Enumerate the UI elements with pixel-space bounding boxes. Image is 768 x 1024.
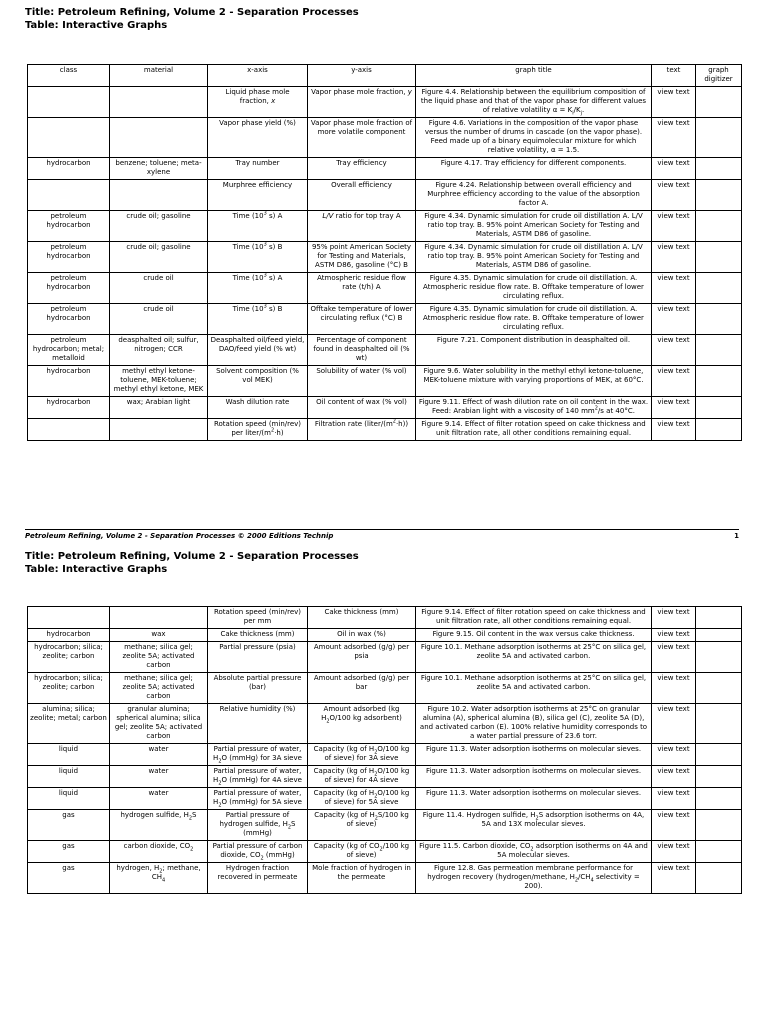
cell-graph-title: Figure 9.15. Oil content in the wax versus cake thickness. (416, 629, 652, 642)
cell-x-axis: Murphree efficiency (208, 180, 308, 211)
cell-text[interactable]: view text (652, 629, 696, 642)
header-text: text (652, 65, 696, 87)
cell-graph-digitizer (696, 87, 742, 118)
cell-y-axis: Percentage of component found in deasphalted oil (% wt) (308, 335, 416, 366)
cell-text[interactable]: view text (652, 87, 696, 118)
table-row (28, 642, 742, 673)
cell-text[interactable]: view text (652, 158, 696, 180)
table-body (28, 87, 742, 441)
cell-x-axis: Partial pressure of water, $H_2O$ (mmHg) for 4A sieve (208, 766, 308, 788)
page-footer (25, 529, 739, 541)
table-row (28, 87, 742, 118)
graphs-table-page2 (27, 606, 742, 894)
cell-material (110, 419, 208, 441)
cell-y-axis: Oil in wax (%) (308, 629, 416, 642)
cell-class (28, 419, 110, 441)
header-x-axis: x-axis (208, 65, 308, 87)
cell-graph-title: Figure 11.5. Carbon dioxide, $CO_2$ adsorption isotherms on 4A and 5A molecular sieves. (416, 841, 652, 863)
cell-text[interactable]: view text (652, 273, 696, 304)
cell-graph-title: Figure 9.6. Water solubility in the methyl ethyl ketone-toluene, MEK-toluene mixture with varying proportions of MEK, at 60°C. (416, 366, 652, 397)
cell-y-axis: Vapor phase mole fraction of more volatile component (308, 118, 416, 158)
cell-text[interactable]: view text (652, 397, 696, 419)
cell-material: water (110, 744, 208, 766)
cell-material: crude oil; gasoline (110, 211, 208, 242)
cell-text[interactable]: view text (652, 788, 696, 810)
table-row (28, 118, 742, 158)
cell-graph-title: Figure 9.14. Effect of filter rotation speed on cake thickness and unit filtration rate, all other conditions remaining equal. (416, 419, 652, 441)
cell-x-axis: Time ($10^3$ s) A (208, 273, 308, 304)
cell-material (110, 180, 208, 211)
cell-text[interactable]: view text (652, 863, 696, 894)
cell-graph-digitizer (696, 810, 742, 841)
cell-graph-digitizer (696, 211, 742, 242)
cell-graph-digitizer (696, 118, 742, 158)
cell-class (28, 87, 110, 118)
cell-y-axis: Amount adsorbed (g/g) per bar (308, 673, 416, 704)
cell-graph-digitizer (696, 242, 742, 273)
cell-text[interactable]: view text (652, 180, 696, 211)
table-row (28, 180, 742, 211)
cell-class: petroleum hydrocarbon (28, 211, 110, 242)
cell-graph-digitizer (696, 863, 742, 894)
cell-y-axis: Amount adsorbed (g/g) per psia (308, 642, 416, 673)
cell-material: methane; silica gel; zeolite 5A; activated carbon (110, 673, 208, 704)
cell-y-axis: Amount adsorbed (kg $H_2O/100$ kg adsorbent) (308, 704, 416, 744)
cell-graph-digitizer (696, 180, 742, 211)
cell-x-axis: Partial pressure of water, $H_2O$ (mmHg) for 5A sieve (208, 788, 308, 810)
cell-graph-digitizer (696, 788, 742, 810)
header-graph-title: graph title (416, 65, 652, 87)
cell-x-axis: Rotation speed (min/rev) per mm (208, 607, 308, 629)
cell-x-axis: Hydrogen fraction recovered in permeate (208, 863, 308, 894)
cell-text[interactable]: view text (652, 704, 696, 744)
cell-class: hydrocarbon (28, 158, 110, 180)
cell-class: hydrocarbon (28, 629, 110, 642)
cell-class: petroleum hydrocarbon (28, 304, 110, 335)
doc-title: Title: Petroleum Refining, Volume 2 - Separation Processes (25, 551, 359, 562)
table-row (28, 704, 742, 744)
table-row (28, 629, 742, 642)
table-row (28, 304, 742, 335)
cell-class: gas (28, 841, 110, 863)
cell-text[interactable]: view text (652, 841, 696, 863)
cell-graph-digitizer (696, 607, 742, 629)
cell-material: granular alumina; spherical alumina; silica gel; zeolite 5A; activated carbon (110, 704, 208, 744)
cell-text[interactable]: view text (652, 242, 696, 273)
cell-y-axis: Solubility of water (% vol) (308, 366, 416, 397)
cell-graph-digitizer (696, 766, 742, 788)
cell-material: hydrogen, $H_2$; methane, $CH_4$ (110, 863, 208, 894)
table-body (28, 607, 742, 894)
page-2 (0, 546, 768, 1024)
doc-header (25, 550, 359, 576)
cell-graph-digitizer (696, 841, 742, 863)
table-row (28, 211, 742, 242)
cell-graph-title: Figure 4.24. Relationship between overall efficiency and Murphree efficiency according to the value of the absorption factor A. (416, 180, 652, 211)
cell-x-axis: Deasphalted oil/feed yield, DAO/feed yield (% wt) (208, 335, 308, 366)
cell-material (110, 87, 208, 118)
doc-table-name: Table: Interactive Graphs (25, 564, 168, 575)
cell-y-axis: Oil content of wax (% vol) (308, 397, 416, 419)
cell-graph-digitizer (696, 397, 742, 419)
table-row (28, 158, 742, 180)
cell-material (110, 607, 208, 629)
table-row (28, 366, 742, 397)
cell-y-axis: Capacity (kg of $H_2O/100$ kg of sieve) for 3A sieve (308, 744, 416, 766)
cell-material: crude oil; gasoline (110, 242, 208, 273)
cell-x-axis: Tray number (208, 158, 308, 180)
table-row (28, 242, 742, 273)
cell-material: wax; Arabian light (110, 397, 208, 419)
cell-graph-digitizer (696, 642, 742, 673)
cell-text[interactable]: view text (652, 642, 696, 673)
cell-graph-title: Figure 4.35. Dynamic simulation for crude oil distillation. A. Atmospheric residue flow rate. B. Offtake temperature of lower circulating reflux. (416, 304, 652, 335)
table-row (28, 397, 742, 419)
cell-material: methyl ethyl ketone-toluene, MEK-toluene; methyl ethyl ketone, MEK (110, 366, 208, 397)
cell-x-axis: Time ($10^3$ s) B (208, 304, 308, 335)
cell-graph-title: Figure 10.2. Water adsorption isotherms at 25°C on granular alumina (A), spherical alumina (B), silica gel (C), zeolite 5A (D), and activated carbon (E). 100% relative humidity corresponds to a water partial pressure of 23.6 torr. (416, 704, 652, 744)
cell-y-axis: Capacity (kg of $H_2O/100$ kg of sieve) for 5A sieve (308, 788, 416, 810)
cell-graph-title: Figure 11.3. Water adsorption isotherms on molecular sieves. (416, 788, 652, 810)
cell-text[interactable]: view text (652, 366, 696, 397)
cell-x-axis: Partial pressure of water, $H_2O$ (mmHg) for 3A sieve (208, 744, 308, 766)
cell-graph-title: Figure 4.34. Dynamic simulation for crude oil distillation A. L/V ratio top tray. B. 95% point American Society for Testing and Materials, ASTM D86 of gasoline. (416, 211, 652, 242)
doc-table-name: Table: Interactive Graphs (25, 20, 168, 31)
table-row (28, 419, 742, 441)
cell-y-axis: Cake thickness (mm) (308, 607, 416, 629)
cell-material: hydrogen sulfide, $H_2S$ (110, 810, 208, 841)
page-number: 1 (734, 532, 739, 540)
cell-y-axis: Mole fraction of hydrogen in the permeate (308, 863, 416, 894)
cell-graph-digitizer (696, 704, 742, 744)
cell-x-axis: Cake thickness (mm) (208, 629, 308, 642)
cell-graph-digitizer (696, 304, 742, 335)
cell-text[interactable]: view text (652, 766, 696, 788)
cell-x-axis: Time ($10^3$ s) B (208, 242, 308, 273)
cell-y-axis: L/V ratio for top tray A (308, 211, 416, 242)
table-row (28, 744, 742, 766)
table-row (28, 788, 742, 810)
cell-class: alumina; silica; zeolite; metal; carbon (28, 704, 110, 744)
cell-text[interactable]: view text (652, 810, 696, 841)
table-row (28, 841, 742, 863)
cell-text[interactable]: view text (652, 673, 696, 704)
cell-x-axis: Vapor phase yield (%) (208, 118, 308, 158)
cell-class (28, 180, 110, 211)
footer-text: Petroleum Refining, Volume 2 - Separation Processes © 2000 Editions Technip (25, 532, 334, 540)
cell-class: liquid (28, 744, 110, 766)
cell-graph-title: Figure 11.3. Water adsorption isotherms on molecular sieves. (416, 766, 652, 788)
cell-y-axis: Vapor phase mole fraction, y (308, 87, 416, 118)
header-graph-digitizer: graph digitizer (696, 65, 742, 87)
cell-x-axis: Partial pressure of hydrogen sulfide, $H_2S$ (mmHg) (208, 810, 308, 841)
table-row (28, 607, 742, 629)
cell-y-axis: Overall efficiency (308, 180, 416, 211)
cell-x-axis: Absolute partial pressure (bar) (208, 673, 308, 704)
cell-text[interactable]: view text (652, 211, 696, 242)
cell-x-axis: Wash dilution rate (208, 397, 308, 419)
cell-graph-digitizer (696, 744, 742, 766)
cell-material (110, 118, 208, 158)
cell-material: water (110, 766, 208, 788)
cell-graph-title: Figure 10.1. Methane adsorption isotherms at 25°C on silica gel, zeolite 5A and activated carbon. (416, 642, 652, 673)
cell-y-axis: Atmospheric residue flow rate (t/h) A (308, 273, 416, 304)
cell-text[interactable]: view text (652, 607, 696, 629)
cell-x-axis: Time ($10^3$ s) A (208, 211, 308, 242)
cell-material: carbon dioxide, $CO_2$ (110, 841, 208, 863)
cell-material: crude oil (110, 273, 208, 304)
cell-class: petroleum hydrocarbon (28, 273, 110, 304)
cell-text[interactable]: view text (652, 304, 696, 335)
cell-class (28, 118, 110, 158)
cell-x-axis: Solvent composition (% vol MEK) (208, 366, 308, 397)
cell-text[interactable]: view text (652, 335, 696, 366)
cell-class: petroleum hydrocarbon; metal; metalloid (28, 335, 110, 366)
cell-x-axis: Partial pressure of carbon dioxide, $CO_2$ (mmHg) (208, 841, 308, 863)
cell-class: liquid (28, 766, 110, 788)
cell-y-axis: Filtration rate $(liter/(m^2\cdot h))$ (308, 419, 416, 441)
cell-graph-digitizer (696, 629, 742, 642)
cell-material: crude oil (110, 304, 208, 335)
table-row (28, 863, 742, 894)
cell-graph-title: Figure 4.17. Tray efficiency for different components. (416, 158, 652, 180)
cell-y-axis: Capacity (kg of $H_2S/100$ kg of sieve) (308, 810, 416, 841)
cell-x-axis: Rotation speed (min/rev) per liter/$(m^2\cdot h)$ (208, 419, 308, 441)
cell-x-axis: Relative humidity (%) (208, 704, 308, 744)
cell-graph-title: Figure 11.4. Hydrogen sulfide, $H_2S$ adsorption isotherms on 4A, 5A and 13X molecular sieves. (416, 810, 652, 841)
cell-class: hydrocarbon (28, 366, 110, 397)
cell-graph-title: Figure 12.8. Gas permeation membrane performance for hydrogen recovery (hydrogen/methane, $H_2/CH_4$ selectivity = 200). (416, 863, 652, 894)
table-header-row (28, 65, 742, 87)
cell-graph-digitizer (696, 273, 742, 304)
cell-x-axis: Liquid phase mole fraction, x (208, 87, 308, 118)
cell-graph-digitizer (696, 335, 742, 366)
cell-material: benzene; toluene; meta-xylene (110, 158, 208, 180)
cell-graph-digitizer (696, 366, 742, 397)
cell-graph-title: Figure 4.4. Relationship between the equilibrium composition of the liquid phase and that of the vapor phase for different values of relative volatility $\alpha = K_i/K_j$. (416, 87, 652, 118)
graphs-table-page1 (27, 64, 742, 441)
header-material: material (110, 65, 208, 87)
cell-text[interactable]: view text (652, 118, 696, 158)
cell-text[interactable]: view text (652, 419, 696, 441)
cell-graph-title: Figure 11.3. Water adsorption isotherms on molecular sieves. (416, 744, 652, 766)
cell-material: methane; silica gel; zeolite 5A; activated carbon (110, 642, 208, 673)
cell-y-axis: Capacity (kg of $H_2O/100$ kg of sieve) for 4A sieve (308, 766, 416, 788)
header-y-axis: y-axis (308, 65, 416, 87)
cell-material: water (110, 788, 208, 810)
cell-class: hydrocarbon; silica; zeolite; carbon (28, 642, 110, 673)
cell-graph-title: Figure 4.6. Variations in the composition of the vapor phase versus the number of drums in cascade (on the vapor phase). Feed made up of a binary equimolecular mixture for which relative volatility, α = 1.5. (416, 118, 652, 158)
table-row (28, 335, 742, 366)
cell-y-axis: Offtake temperature of lower circulating reflux (°C) B (308, 304, 416, 335)
cell-class: petroleum hydrocarbon (28, 242, 110, 273)
cell-graph-title: Figure 4.35. Dynamic simulation for crude oil distillation. A. Atmospheric residue flow rate. B. Offtake temperature of lower circulating reflux. (416, 273, 652, 304)
cell-y-axis: Tray efficiency (308, 158, 416, 180)
doc-title: Title: Petroleum Refining, Volume 2 - Separation Processes (25, 7, 359, 18)
cell-graph-title: Figure 7.21. Component distribution in deasphalted oil. (416, 335, 652, 366)
table-row (28, 810, 742, 841)
cell-class: liquid (28, 788, 110, 810)
header-class: class (28, 65, 110, 87)
cell-material: deasphalted oil; sulfur, nitrogen; CCR (110, 335, 208, 366)
cell-class: hydrocarbon (28, 397, 110, 419)
cell-class: gas (28, 810, 110, 841)
cell-material: wax (110, 629, 208, 642)
doc-header (25, 6, 359, 32)
cell-class: gas (28, 863, 110, 894)
cell-graph-title: Figure 10.1. Methane adsorption isotherms at 25°C on silica gel, zeolite 5A and activated carbon. (416, 673, 652, 704)
cell-graph-digitizer (696, 419, 742, 441)
cell-x-axis: Partial pressure (psia) (208, 642, 308, 673)
table-row (28, 273, 742, 304)
cell-graph-digitizer (696, 158, 742, 180)
cell-y-axis: 95% point American Society for Testing and Materials, ASTM D86, gasoline (°C) B (308, 242, 416, 273)
table-row (28, 766, 742, 788)
cell-class (28, 607, 110, 629)
cell-graph-digitizer (696, 673, 742, 704)
cell-graph-title: Figure 9.11. Effect of wash dilution rate on oil content in the wax. Feed: Arabian light with a viscosity of 140 $mm^2/s$ at 40°C. (416, 397, 652, 419)
cell-graph-title: Figure 9.14. Effect of filter rotation speed on cake thickness and unit filtration rate, all other conditions remaining equal. (416, 607, 652, 629)
cell-graph-title: Figure 4.34. Dynamic simulation for crude oil distillation A. L/V ratio top tray. B. 95% point American Society for Testing and Materials, ASTM D86 of gasoline. (416, 242, 652, 273)
cell-y-axis: Capacity (kg of $CO_2/100$ kg of sieve) (308, 841, 416, 863)
cell-text[interactable]: view text (652, 744, 696, 766)
cell-class: hydrocarbon; silica; zeolite; carbon (28, 673, 110, 704)
table-row (28, 673, 742, 704)
